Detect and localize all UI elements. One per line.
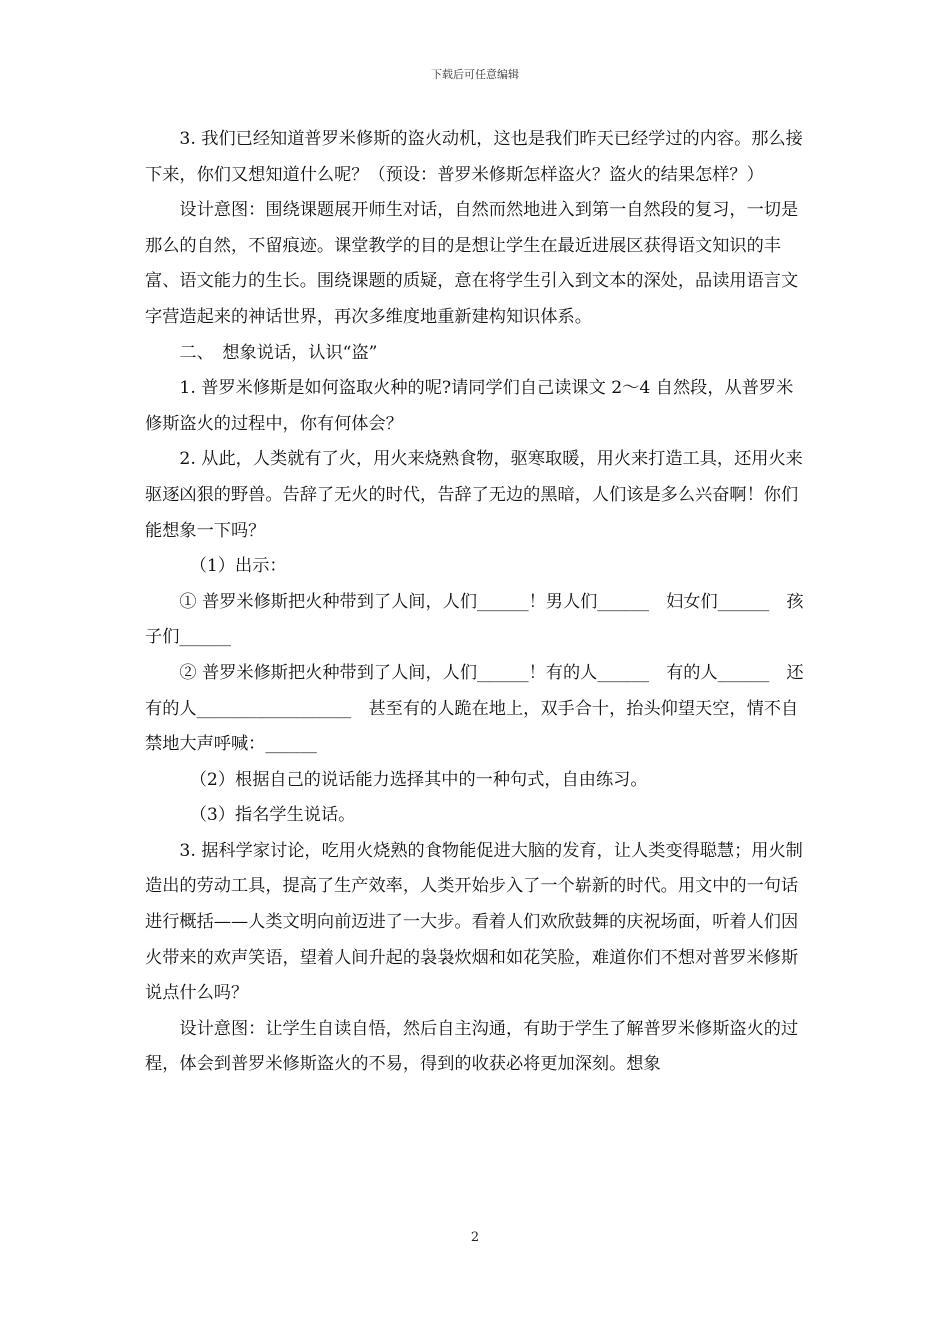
paragraph-question-3: 3. 我们已经知道普罗米修斯的盗火动机，这也是我们昨天已经学过的内容。那么接下来，你们又想知道什么呢？（预设：普罗米修斯怎样盗火？盗火的结果怎样？） <box>145 129 803 185</box>
section-heading-2: 二、 想象说话，认识“盗” <box>179 342 378 363</box>
paragraph-item-3: 3. 据科学家讨论，吃用火烧熟的食物能促进大脑的发育，让人类变得聪慧；用火制造出的劳动工具，提高了生产效率，人类开始步入了一个崭新的时代。用文中的一句话进行概括——人类文明向前迈进了一大步。看着人们欢欣鼓舞的庆祝场面，听着人们因火带来的欢声笑语，望着人间升起的袅袅炊烟和如花笑脸，难道你们不想对普罗米修斯说点什么吗？ <box>145 840 803 1004</box>
body-text <box>145 122 807 1083</box>
page-number: 2 <box>470 1230 480 1245</box>
page-header: 下载后可任意编辑 <box>431 68 519 81</box>
fill-blank-sentence-2: ② 普罗米修斯把火种带到了人间，人们______！有的人______ 有的人______ 还有的人__________________ 甚至有的人跪在地上，双手合十，抬头仰望天空，情不自禁地大声呼喊：______ <box>145 662 804 755</box>
paragraph-design-intent-2: 设计意图：让学生自读自悟，然后自主沟通，有助于学生了解普罗米修斯盗火的过程，体会到普罗米修斯盗火的不易，得到的收获必将更加深刻。想象 <box>145 1018 799 1075</box>
paragraph-practice: （2）根据自己的说话能力选择其中的一种句式，自由练习。 <box>189 769 648 790</box>
paragraph-show: （1）出示： <box>189 556 287 577</box>
paragraph-speak: （3）指名学生说话。 <box>189 805 356 826</box>
fill-blank-sentence-1: ① 普罗米修斯把火种带到了人间，人们______！男人们______ 妇女们______ 孩子们______ <box>145 591 804 648</box>
paragraph-item-1: 1. 普罗米修斯是如何盗取火种的呢?请同学们自己读课文 2～4 自然段，从普罗米修斯盗火的过程中，你有何体会？ <box>145 378 794 434</box>
paragraph-design-intent-1: 设计意图：围绕课题展开师生对话，自然而然地进入到第一自然段的复习，一切是那么的自然，不留痕迹。课堂教学的目的是想让学生在最近进展区获得语文知识的丰富、语文能力的生长。围绕课题的质疑，意在将学生引入到文本的深处，品读用语言文字营造起来的神话世界，再次多维度地重新建构知识体系。 <box>145 200 799 327</box>
paragraph-item-2: 2. 从此，人类就有了火，用火来烧熟食物，驱寒取暖，用火来打造工具，还用火来驱逐凶狠的野兽。告辞了无火的时代，告辞了无边的黑暗，人们该是多么兴奋啊！你们能想象一下吗？ <box>145 449 803 541</box>
